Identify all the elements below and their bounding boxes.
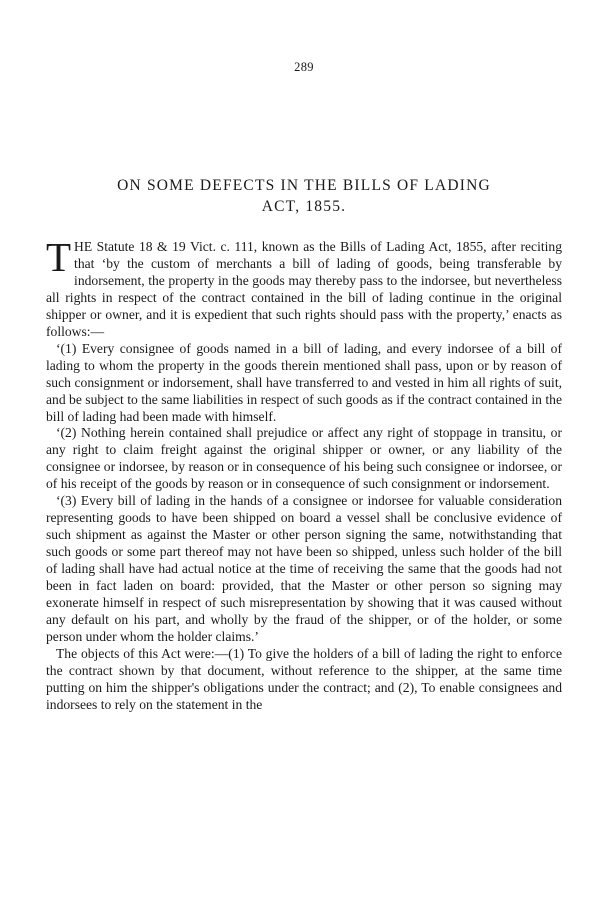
paragraph-objects: The objects of this Act were:—(1) To give the holders of a bill of lading the right to enforce the contract shown by that document, without reference to the shipper, at the same time putting on him the shipper's obligations under the contract; and (2), To enable consignees and indorsees to rely on the statement in the — [46, 645, 562, 712]
paragraph-intro — [46, 234, 562, 341]
article-body — [46, 234, 562, 714]
paragraph-section-1: ‘(1) Every consignee of goods named in a bill of lading, and every indorsee of a bill of lading to whom the property in the goods therein mentioned shall pass, upon or by reason of such consignment or indorsement, shall have transferred to and vested in him all rights of suit, and be subject to the same liabilities in respect of such goods as if the contract contained in the bill of lading had been made with himself. — [46, 340, 562, 424]
paragraph-section-3: ‘(3) Every bill of lading in the hands of a consignee or indorsee for valuable consideration representing goods to have been shipped on board a vessel shall be conclusive evidence of such shipment as against the Master or other person signing the same, notwithstanding that such goods or some part thereof may not have been so shipped, unless such holder of the bill of lading shall have had actual notice at the time of receiving the same that the goods had not been in fact laden on board: provided, that the Master or other person so signing may exonerate himself in respect of such misrepresentation by showing that it was caused without any default on his part, and wholly by the fraud of the shipper, or of the holder, or some person under whom the holder claims.’ — [46, 493, 562, 644]
paragraph-intro-text: HE Statute 18 & 19 Vict. c. 111, known as the Bills of Lading Act, 1855, after reciting that ‘by the custom of merchants a bill of lading of goods, being transferable by indorsement, the property in the goods may thereby pass to the indorsee, but nevertheless all rights in respect of the contract contained in the bill of lading continue in the original shipper or owner, and it is expedient that such rights should pass with the property,’ enacts as follows:— — [46, 239, 562, 339]
article-title — [40, 175, 568, 217]
paragraph-section-2: ‘(2) Nothing herein contained shall prejudice or affect any right of stoppage in transitu, or any right to claim freight against the original shipper or owner, or any liability of the consignee or indorsee, by reason or in consequence of his being such consignee or indorsee, or of his receipt of the goods by reason or in consequence of such consignment or indorsement. — [46, 425, 562, 492]
title-line-2: ACT, 1855. — [261, 198, 347, 215]
title-line-1: ON SOME DEFECTS IN THE BILLS OF LADING — [117, 177, 491, 194]
drop-cap: T — [46, 234, 72, 280]
page-number: 289 — [294, 60, 314, 74]
